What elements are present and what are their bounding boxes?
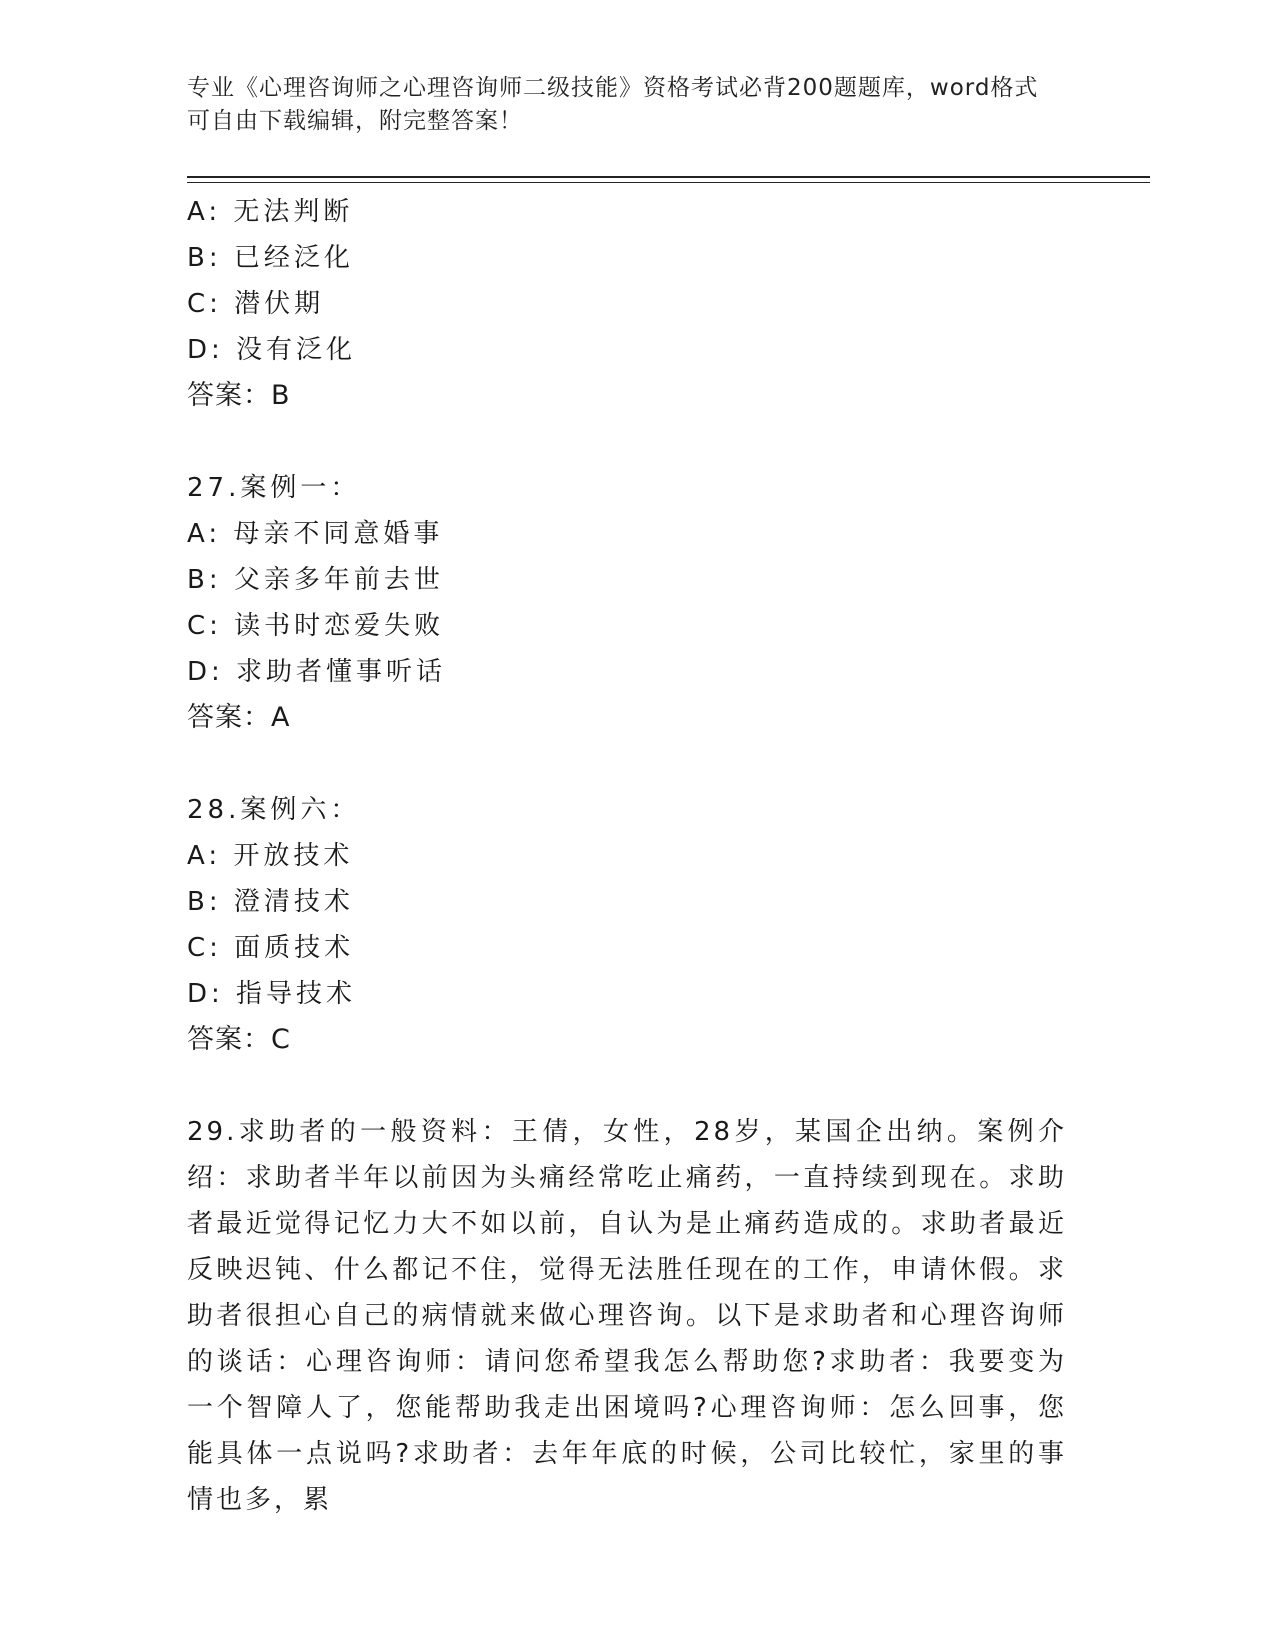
option-a: A: 开放技术	[187, 841, 354, 871]
answer-line: 答案：C	[187, 1024, 291, 1055]
option-b: B: 已经泛化	[187, 243, 354, 273]
question-28-block	[187, 787, 1067, 1063]
spacer	[187, 741, 1067, 787]
answer-line: 答案：B	[187, 380, 291, 411]
question-27-block	[187, 465, 1067, 741]
option-a: A: 母亲不同意婚事	[187, 519, 444, 549]
case-paragraph: 29.求助者的一般资料：王倩，女性，28岁，某国企出纳。案例介绍：求助者半年以前因为头痛经常吃止痛药，一直持续到现在。求助者最近觉得记忆力大不如以前，自认为是止痛药造成的。求助者最近反映迟钝、什么都记不住，觉得无法胜任现在的工作，申请休假。求助者很担心自己的病情就来做心理咨询。以下是求助者和心理咨询师的谈话：心理咨询师：请问您希望我怎么帮助您?求助者：我要变为一个智障人了，您能帮助我走出困境吗?心理咨询师：怎么回事，您能具体一点说吗?求助者：去年年底的时候，公司比较忙，家里的事情也多，累	[187, 1117, 1067, 1515]
question-29-block	[187, 1109, 1067, 1523]
option-c: C: 读书时恋爱失败	[187, 611, 445, 641]
option-c: C: 面质技术	[187, 933, 355, 963]
question-content	[187, 189, 1067, 1523]
option-d: D: 求助者懂事听话	[187, 657, 447, 687]
document-header	[187, 72, 1087, 138]
header-rule-thick	[187, 176, 1150, 178]
question-title: 27.案例一：	[187, 473, 361, 503]
question-title: 28.案例六：	[187, 795, 361, 825]
spacer	[187, 419, 1067, 465]
option-b: B: 澄清技术	[187, 887, 354, 917]
header-line-2: 可自由下载编辑，附完整答案！	[187, 108, 523, 134]
spacer	[187, 1063, 1067, 1109]
option-b: B: 父亲多年前去世	[187, 565, 444, 595]
answer-line: 答案：A	[187, 702, 291, 733]
question-26-block	[187, 189, 1067, 419]
header-rule-thin	[187, 182, 1150, 183]
option-d: D: 没有泛化	[187, 335, 357, 365]
option-d: D: 指导技术	[187, 979, 357, 1009]
option-c: C: 潜伏期	[187, 289, 325, 319]
option-a: A: 无法判断	[187, 197, 354, 227]
header-line-1: 专业《心理咨询师之心理咨询师二级技能》资格考试必背200题题库，word格式	[187, 75, 1039, 101]
